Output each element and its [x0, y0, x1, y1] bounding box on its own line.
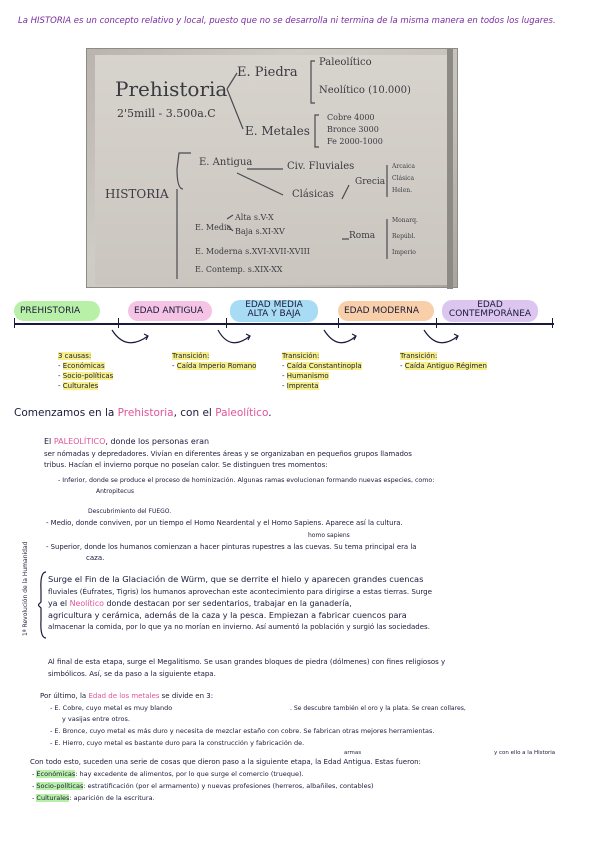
neo-l3b: Neolítico — [69, 599, 104, 608]
neo-l3c: donde destacan por ser sedentarios, trabajar en la ganadería, — [104, 599, 352, 608]
transicion-item: Imprenta — [286, 382, 319, 390]
conclusion-item-text: : aparición de la escritura. — [69, 794, 155, 802]
transicion-item: Humanismo — [286, 372, 329, 380]
photo-grecia: Grecia — [355, 177, 386, 187]
paleo-superior: - Superior, donde los humanos comienzan a hacer pinturas rupestres a las cuevas. Su tema principal era la — [46, 543, 417, 551]
era-antigua: EDAD ANTIGUA — [128, 301, 212, 321]
paleo-homo-sapiens: homo sapiens — [308, 532, 350, 539]
metales-bronce: - E. Bronce, cuyo metal es más duro y necesita de mezclar estaño con cobre. Se fabrican otras mejores herramientas. — [50, 727, 435, 735]
conclusion-item-label: Económicas — [36, 770, 76, 778]
paleo-line-3: tribus. Hacían el invierno porque no poseían calor. Se distinguen tres momentos: — [44, 461, 328, 469]
paleo-antropitecus: Antropitecus — [96, 488, 135, 495]
photo-paleolitico: Paleolítico — [319, 57, 372, 68]
neo-side-label: 1ª Revolución de la Humanidad — [22, 541, 29, 636]
metales-hierro — [50, 738, 304, 749]
scheme-photo — [86, 48, 458, 288]
causa-item: Culturales — [62, 382, 99, 390]
section-title — [14, 407, 272, 419]
neo-line-5: almacenar la comida, por lo que ya no morían en invierno. Así aumentó la población y surgió las sociedades. — [48, 623, 430, 631]
neo-line-3 — [48, 598, 352, 609]
paleo-line-1 — [44, 436, 209, 447]
neo-side-label-wrap — [18, 541, 32, 636]
metales-cobre-3: y vasijas entre otros. — [62, 715, 130, 723]
photo-arcaica: Arcaica — [392, 163, 415, 170]
mega-line-2: simbólicos. Así, se da paso a la siguiente etapa. — [48, 670, 216, 678]
photo-e-metales: E. Metales — [245, 124, 310, 138]
section-title-paleolitico: Paleolítico — [215, 407, 269, 419]
paleo-fuego: Descubrimiento del FUEGO. — [88, 508, 172, 515]
photo-cobre: Cobre 4000 — [327, 113, 375, 122]
metales-title — [40, 691, 213, 702]
metales-l1a: Por último, la — [40, 692, 89, 700]
photo-monarq: Monarq. — [392, 217, 418, 224]
photo-historia: HISTORIA — [105, 187, 169, 201]
paleo-medio: - Medio, donde conviven, por un tiempo el Homo Neardental y el Homo Sapiens. Aparece así la cultura. — [46, 519, 403, 527]
metales-extra: y con ello a la Historia — [494, 750, 556, 756]
neo-l3a: ya el — [48, 599, 70, 608]
metales-armas: armas — [344, 750, 362, 756]
photo-brace-lines — [87, 49, 459, 289]
era-media-label2: ALTA Y BAJA — [247, 309, 301, 319]
causas-title: 3 causas: — [58, 352, 92, 360]
photo-e-media: E. Media — [195, 223, 232, 232]
photo-prehistoria: Prehistoria — [115, 77, 228, 101]
transicion-moderna: Transición: - Caída Antiguo Régimen — [400, 352, 487, 370]
photo-helen: Helen. — [392, 187, 413, 194]
paleo-l1a: El — [44, 437, 54, 446]
era-contemporanea-label2: CONTEMPORÁNEA — [448, 309, 532, 319]
conclusion-item-text: : hay excedente de alimentos, por lo que surge el comercio (trueque). — [75, 770, 304, 778]
transicion-media: Transición: - Caída Constantinopla - Humanismo - Imprenta — [282, 352, 362, 390]
transicion-antigua: Transición: - Caída Imperio Romano — [172, 352, 257, 370]
photo-baja: Baja s.XI-XV — [235, 227, 285, 236]
photo-clasicas: Clásicas — [292, 189, 334, 200]
neo-line-4: agricultura y cerámica, además de la caza y la pesca. Empiezan a fabricar cuencos para — [48, 610, 407, 620]
photo-imperio: Imperio — [392, 249, 416, 256]
era-media — [230, 300, 318, 322]
intro-text: La HISTORIA es un concepto relativo y local, puesto que no se desarrolla ni termina de la misma manera en todos los lugares. — [18, 16, 556, 26]
metales-l1b: Edad de los metales — [88, 692, 160, 700]
era-contemporanea — [442, 300, 538, 322]
era-media-label: EDAD MEDIA — [245, 300, 303, 310]
conclusion-item-text: : estratificación (por el armamento) y nuevas profesiones (herreros, albañiles, contables) — [83, 782, 374, 790]
section-title-mid: , con el — [173, 407, 216, 419]
section-title-end: . — [268, 407, 272, 419]
mega-line-1: Al final de esta etapa, surge el Megalitismo. Se usan grandes bloques de piedra (dólmenes) con fines religiosos y — [48, 658, 446, 666]
neo-line-2: fluviales (Éufrates, Tigris) los humanos aprovechan este acontecimiento para dirigirse a estas tierras. Surge — [48, 587, 433, 596]
timeline-axis — [14, 323, 554, 325]
metales-cobre: - E. Cobre, cuyo metal es muy blando — [50, 704, 173, 712]
neo-line-1: Surge el Fin de la Glaciación de Würm, que se derrite el hielo y aparecen grandes cuencas — [48, 574, 424, 584]
causas-block: 3 causas: - Económicas - Socio-políticas - Culturales — [58, 352, 114, 390]
section-title-pre: Comenzamos en la — [14, 407, 118, 419]
transicion-title: Transición: — [282, 352, 320, 360]
photo-e-moderna: E. Moderna s.XVI-XVII-XVIII — [195, 247, 310, 256]
paleo-l1b: PALEOLÍTICO — [53, 437, 106, 446]
conclusion-item: - Socio-políticas: estratificación (por el armamento) y nuevas profesiones (herreros, albañiles, contables) — [32, 782, 374, 790]
photo-e-piedra: E. Piedra — [237, 65, 298, 80]
metales-hierro-end: . — [302, 739, 305, 747]
paleo-l1c: , donde los personas eran — [105, 437, 210, 446]
conclusion-item-label: Socio-políticas — [36, 782, 84, 790]
causa-item: Socio-políticas — [62, 372, 114, 380]
photo-e-contemp: E. Contemp. s.XIX-XX — [195, 265, 283, 274]
photo-clasica: Clásica — [392, 175, 415, 182]
section-title-prehistoria: Prehistoria — [117, 407, 174, 419]
conclusion-item: - Culturales: aparición de la escritura. — [32, 794, 155, 802]
paleo-superior-2: caza. — [86, 554, 105, 562]
transicion-item: Caída Constantinopla — [286, 362, 362, 370]
transicion-item: Caída Imperio Romano — [176, 362, 257, 370]
photo-prehistoria-dates: 2'5mill - 3.500a.C — [117, 107, 216, 120]
causa-item: Económicas — [62, 362, 105, 370]
photo-fe: Fe 2000-1000 — [327, 137, 383, 146]
era-prehistoria: PREHISTORIA — [14, 301, 100, 321]
metales-hierro-text: - E. Hierro, cuyo metal es bastante duro para la construcción y fabricación de — [50, 739, 303, 747]
photo-republ: Repúbl. — [392, 233, 416, 240]
photo-alta: Alta s.V-X — [235, 213, 274, 222]
transicion-title: Transición: — [172, 352, 210, 360]
photo-roma: Roma — [349, 231, 376, 241]
transition-arrows — [0, 326, 600, 354]
neo-brace — [38, 570, 48, 640]
metales-cobre-2: . Se descubre también el oro y la plata. Se crean collares, — [290, 705, 466, 712]
paleo-inferior: - Inferior, donde se produce el proceso de hominización. Algunas ramas evolucionan formando nuevas especies, como: — [58, 477, 435, 484]
conclusion-item-label: Culturales — [36, 794, 70, 802]
transicion-title: Transición: — [400, 352, 438, 360]
metales-l1c: se divide en 3: — [159, 692, 214, 700]
conclusion-item: - Económicas: hay excedente de alimentos, por lo que surge el comercio (trueque). — [32, 770, 304, 778]
photo-e-antigua: E. Antigua — [199, 157, 253, 168]
paleo-line-2: ser nómadas y depredadores. Vivían en diferentes áreas y se organizaban en pequeños grupos llamados — [44, 450, 412, 458]
era-contemporanea-label: EDAD — [477, 300, 503, 310]
transicion-item: Caída Antiguo Régimen — [404, 362, 487, 370]
photo-neolitico: Neolítico (10.000) — [319, 85, 411, 96]
photo-civ-fluviales: Civ. Fluviales — [287, 161, 355, 172]
metales-conclusion: Con todo esto, suceden una serie de cosas que dieron paso a la siguiente etapa, la Edad Antigua. Estas fueron: — [30, 758, 421, 766]
era-moderna: EDAD MODERNA — [338, 301, 434, 321]
photo-bronce: Bronce 3000 — [327, 125, 379, 134]
